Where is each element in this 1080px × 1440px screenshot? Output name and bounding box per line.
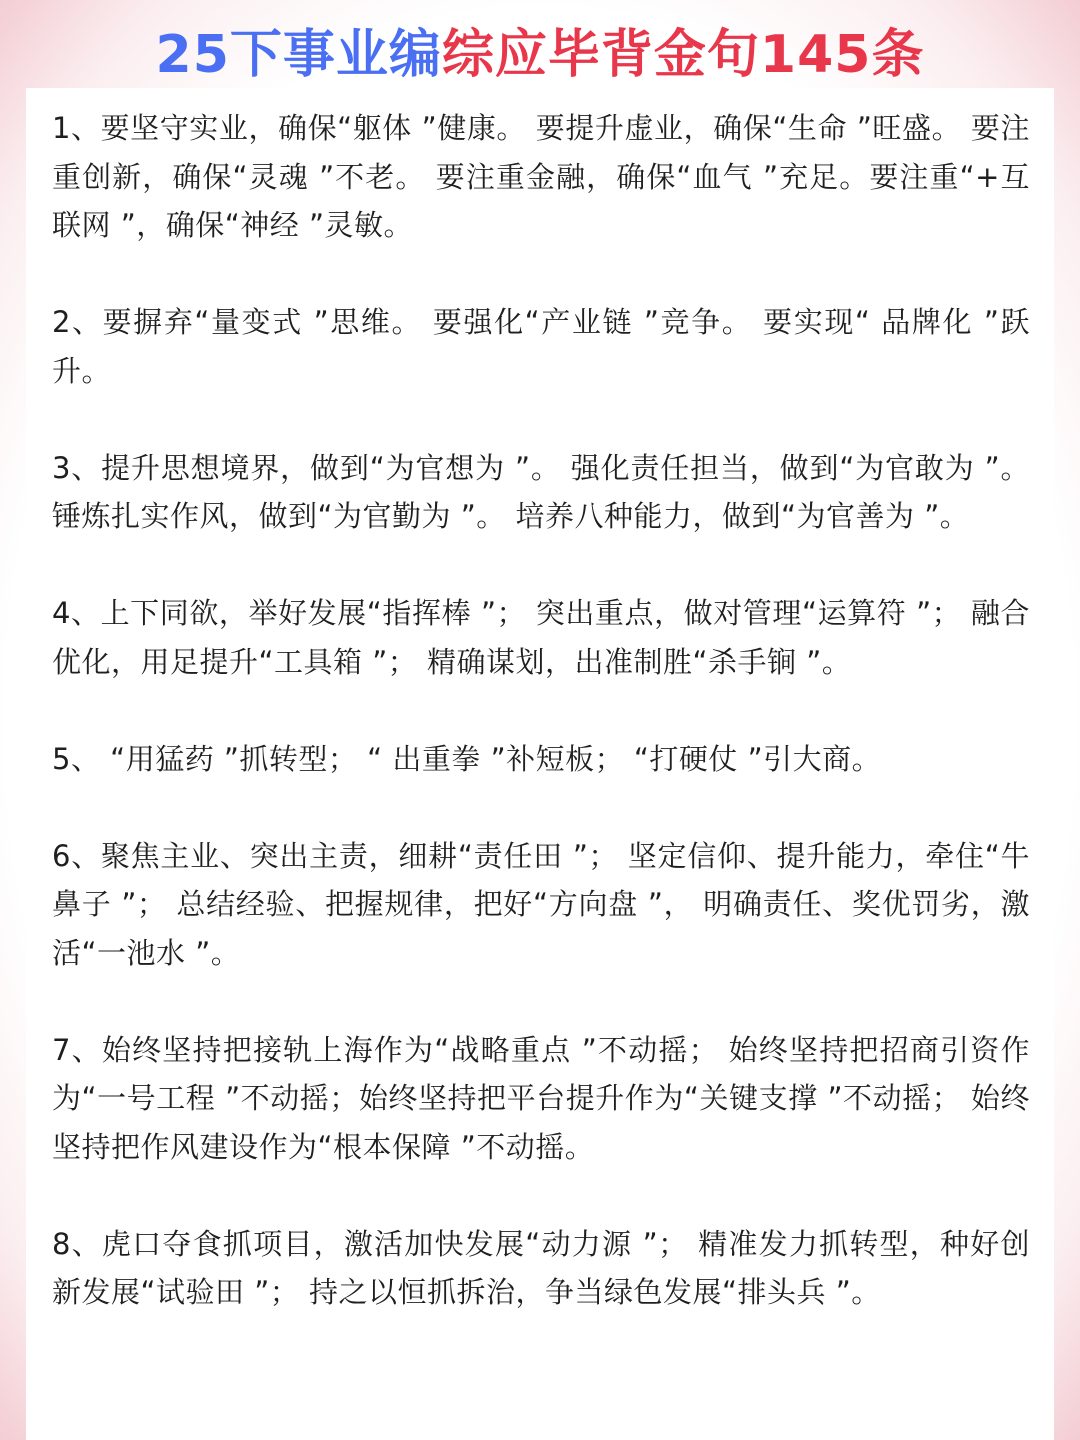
quote-list — [52, 104, 1030, 1365]
quote-item-7: 7、始终坚持把接轨上海作为“战略重点 ”不动摇； 始终坚持把招商引资作为“一号工程 ”不动摇；始终坚持把平台提升作为“关键支撑 ”不动摇； 始终坚持把作风建设作为“根本保障 ”不动摇。 — [52, 1032, 1030, 1164]
quote-item-3: 3、提升思想境界，做到“为官想为 ”。 强化责任担当，做到“为官敢为 ”。 锤炼扎实作风，做到“为官勤为 ”。 培养八种能力，做到“为官善为 ”。 — [52, 450, 1030, 533]
title-part-red: 综应毕背金句145条 — [441, 25, 925, 85]
quote-item-4: 4、上下同欲，举好发展“指挥棒 ”； 突出重点，做对管理“运算符 ”； 融合优化，用足提升“工具箱 ”； 精确谋划，出准制胜“杀手锏 ”。 — [52, 596, 1030, 679]
quote-item-6: 6、聚焦主业、突出主责，细耕“责任田 ”； 坚定信仰、提升能力，牵住“牛鼻子 ”； 总结经验、把握规律，把好“方向盘 ”， 明确责任、奖优罚劣，激活“一池水 ”。 — [52, 838, 1030, 970]
title-part-blue: 25下事业编 — [155, 25, 442, 85]
quote-item-8: 8、虎口夺食抓项目，激活加快发展“动力源 ”； 精准发力抓转型，种好创新发展“试验田 ”； 持之以恒抓拆治，争当绿色发展“排头兵 ”。 — [52, 1226, 1030, 1309]
quote-item-2: 2、要摒弃“量变式 ”思维。 要强化“产业链 ”竞争。 要实现“ 品牌化 ”跃升。 — [52, 305, 1030, 388]
page-title — [0, 20, 1080, 90]
quote-item-5: 5、 “用猛药 ”抓转型； “ 出重拳 ”补短板； “打硬仗 ”引大商。 — [52, 741, 882, 776]
quote-item-1: 1、要坚守实业，确保“躯体 ”健康。 要提升虚业，确保“生命 ”旺盛。 要注重创新，确保“灵魂 ”不老。 要注重金融，确保“血气 ”充足。要注重“+互联网 ”，确保“神经 ”灵敏。 — [52, 111, 1030, 242]
